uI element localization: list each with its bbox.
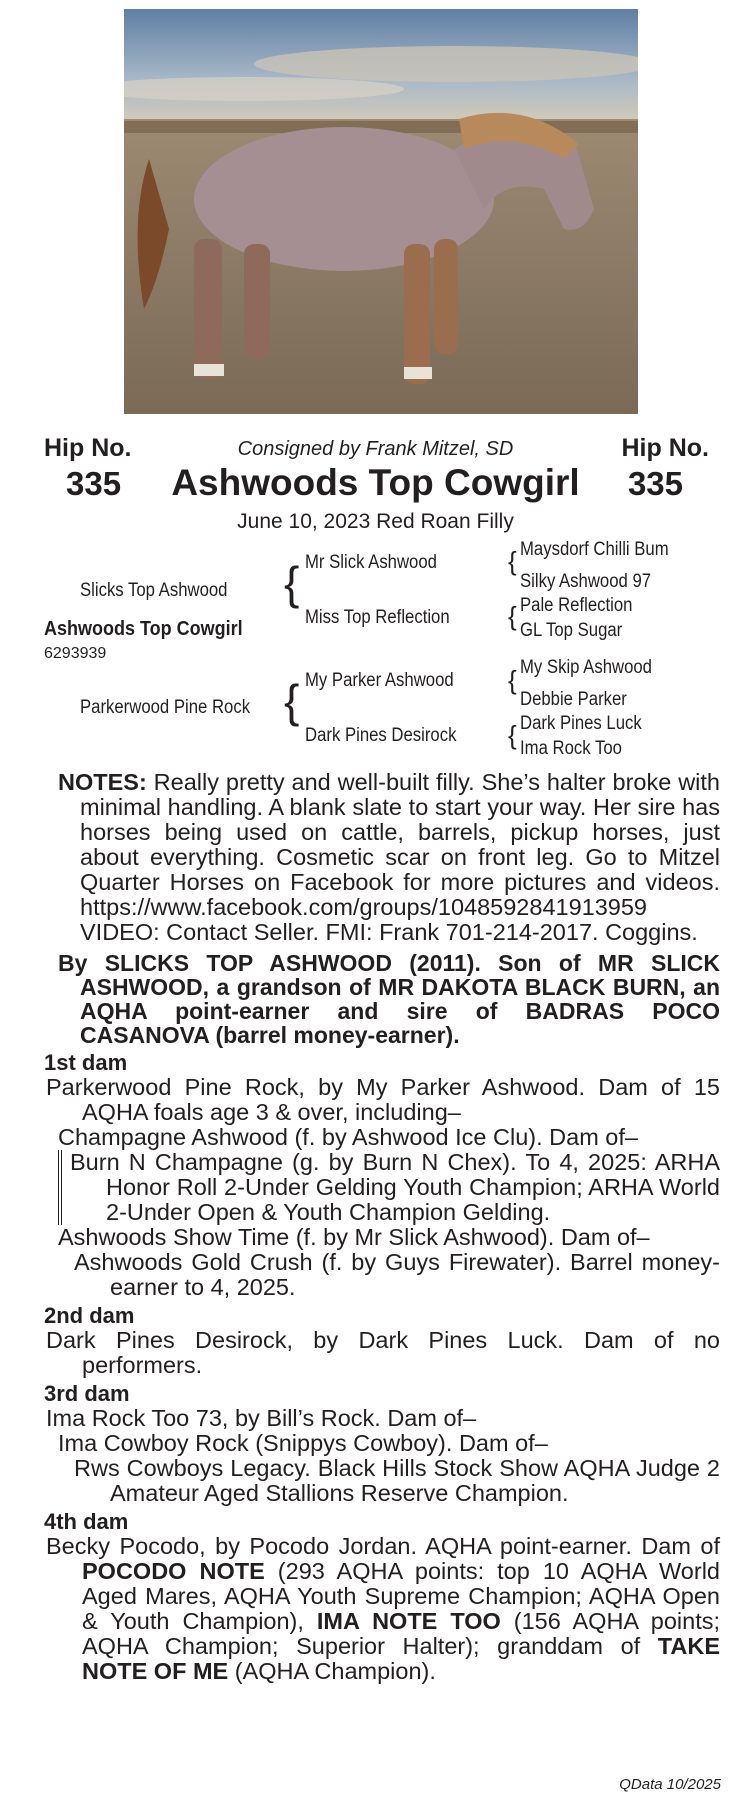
consigned-by: Consigned by Frank Mitzel, SD — [237, 438, 514, 460]
catalog-body — [44, 770, 720, 1684]
pedigree-g7: Dark Pines Luck — [520, 713, 642, 734]
horse-name: Ashwoods Top Cowgirl — [171, 462, 580, 503]
dam3-heading: 3rd dam — [44, 1381, 130, 1406]
brace-g1: { — [508, 546, 517, 576]
dam3-line: Ima Rock Too 73, by Bill’s Rock. Dam of– — [46, 1405, 477, 1431]
dam1-produce1-foal: Burn N Champagne (g. by Burn N Chex). To 4, 2025: ARHA Honor Roll 2-Under Gelding Youth Champion; ARHA World 2-Under Open & Youth Champion Gelding. — [70, 1149, 720, 1225]
dam4-text-4: (AQHA Champion). — [228, 1658, 436, 1684]
pedigree-g4: GL Top Sugar — [520, 620, 623, 641]
brace-g4: { — [508, 720, 517, 750]
pedigree-g1: Maysdorf Chilli Bum — [520, 539, 669, 560]
footer-credit: QData 10/2025 — [619, 1776, 721, 1793]
notes-label: NOTES: — [58, 769, 147, 795]
dam1-produce2: Ashwoods Show Time (f. by Mr Slick Ashwood). Dam of– — [58, 1224, 650, 1250]
sire-paragraph: By SLICKS TOP ASHWOOD (2011). Son of MR SLICK ASHWOOD, a grandson of MR DAKOTA BLACK BURN, an AQHA point-earner and sire of BADRAS POCO CASANOVA (barrel money-earner). — [58, 950, 720, 1048]
dam2-heading: 2nd dam — [44, 1303, 135, 1328]
dam3-produce1: Ima Cowboy Rock (Snippys Cowboy). Dam of– — [58, 1430, 548, 1456]
dam4-text-2: (293 AQHA points: top 10 AQHA World Aged Mares, AQHA Youth Supreme Champion; AQHA Open & Youth Champion), — [82, 1558, 720, 1634]
dam4-name-1: POCODO NOTE — [82, 1558, 265, 1584]
pedigree-sire-sire: Mr Slick Ashwood — [305, 552, 437, 573]
brace-g2: { — [508, 601, 517, 631]
foaled-line: June 10, 2023 Red Roan Filly — [237, 510, 514, 533]
pedigree-g3: Pale Reflection — [520, 595, 633, 616]
notes-text: Really pretty and well-built filly. She’s halter broke with minimal handling. A blank slate to start your way. Her sire has horses being used on cattle, barrels, pickup horses, just about everything. Cosmetic scar on front leg. Go to Mitzel Quarter Horses on Facebook for more pictures and videos. https://www.facebook.com/groups/1048592841913959 VIDEO: Contact Seller. FMI: Frank 701-214-2017. Coggins. — [80, 769, 720, 945]
hip-label-right: Hip No. — [621, 434, 709, 462]
pedigree-g2: Silky Ashwood 97 — [520, 571, 652, 592]
brace-g3: { — [508, 665, 517, 695]
pedigree-g5: My Skip Ashwood — [520, 657, 652, 678]
pedigree-sire-dam: Miss Top Reflection — [305, 607, 450, 628]
pedigree-sire: Slicks Top Ashwood — [80, 580, 228, 601]
pedigree-subject: Ashwoods Top Cowgirl — [44, 618, 243, 640]
horse-photo — [124, 9, 638, 414]
dam2-line: Dark Pines Desirock, by Dark Pines Luck. Dam of no performers. — [46, 1327, 720, 1378]
brace-dam: { — [284, 675, 300, 727]
dam4-heading: 4th dam — [44, 1509, 129, 1534]
dam4-name-2: IMA NOTE TOO — [316, 1608, 501, 1634]
dam1-produce2-foal: Ashwoods Gold Crush (f. by Guys Firewater). Barrel money-earner to 4, 2025. — [74, 1249, 720, 1300]
dam1-line: Parkerwood Pine Rock, by My Parker Ashwood. Dam of 15 AQHA foals age 3 & over, including– — [46, 1074, 720, 1125]
pedigree-dam-dam: Dark Pines Desirock — [305, 725, 457, 746]
hip-number-left: 335 — [66, 465, 122, 502]
notes-paragraph — [58, 769, 720, 945]
registration-number: 6293939 — [44, 645, 107, 662]
pedigree-g8: Ima Rock Too — [520, 738, 622, 759]
dam4-text-1: Becky Pocodo, by Pocodo Jordan. AQHA point-earner. Dam of — [46, 1533, 720, 1559]
dam1-produce1: Champagne Ashwood (f. by Ashwood Ice Clu). Dam of– — [58, 1124, 638, 1150]
pedigree-dam-sire: My Parker Ashwood — [305, 670, 454, 691]
pedigree-dam: Parkerwood Pine Rock — [80, 697, 251, 718]
dam3-produce1-foal: Rws Cowboys Legacy. Black Hills Stock Show AQHA Judge 2 Amateur Aged Stallions Reserve Champion. — [74, 1455, 720, 1506]
pedigree-g6: Debbie Parker — [520, 689, 627, 710]
hip-label-left: Hip No. — [44, 434, 132, 462]
hip-number-right: 335 — [627, 465, 683, 502]
dam4-name-3: TAKE NOTE OF ME — [82, 1633, 720, 1684]
brace-sire: { — [284, 557, 300, 609]
dam1-produce1-bar — [58, 1150, 720, 1225]
dam4-text-3: (156 AQHA points; AQHA Champion; Superior Halter); granddam of — [82, 1608, 721, 1659]
dam1-heading: 1st dam — [44, 1050, 128, 1075]
dam4-paragraph — [46, 1533, 721, 1684]
